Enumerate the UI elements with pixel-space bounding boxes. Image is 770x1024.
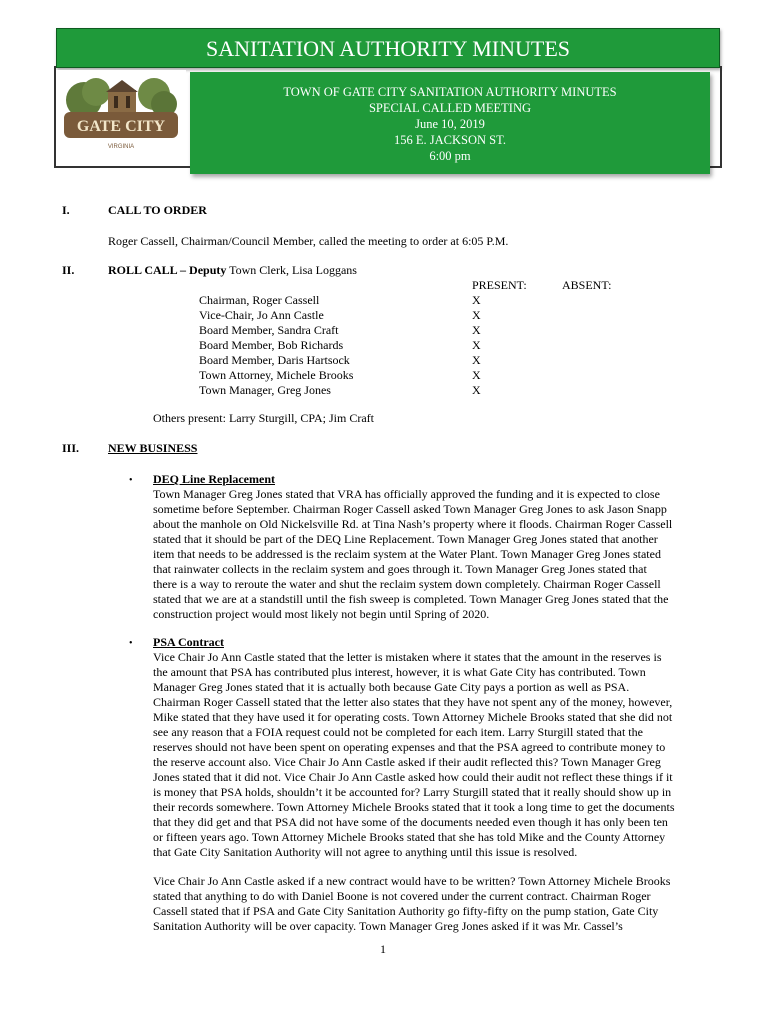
header-line: TOWN OF GATE CITY SANITATION AUTHORITY MINUTES [283, 85, 617, 99]
call-to-order-text: Roger Cassell, Chairman/Council Member, called the meeting to order at 6:05 P.M. [108, 234, 509, 248]
header-line: SPECIAL CALLED MEETING [368, 101, 532, 115]
roll-member: Board Member, Daris Hartsock [199, 353, 350, 367]
section-title: ROLL CALL – Deputy Town Clerk, Lisa Loggans [108, 263, 357, 277]
item-paragraph: Vice Chair Jo Ann Castle stated that the letter is mistaken where it states that the amount in the reserves is the amount that PSA has contributed plus interest, however, it is what Gate City has contributed. Town Manager Greg Jones stated that it is actually both because Gate City pays a portion as well as PSA. Chairman Roger Cassell stated that the letter also states that they have not spent any of the money, however, Mike stated that they have used it for operating costs. Town Attorney Michele Brooks stated that she did not see any reason that a FOIA request could not be completed for each item. Larry Sturgill stated that the reserves should not have been spent on operating expenses and that the PSA agreed to contribute money to the reserve account also. Vice Chair Jo Ann Castle asked if their audit reflected this? Town Manager Greg Jones stated that it did not. Vice Chair Jo Ann Castle asked how could their audit not reflect these things if it is money that PSA holds, shouldn’t it be accounted for? Larry Sturgill stated that it really should show up in their records somewhere. Town Attorney Michele Brooks stated that it took a long time to get the documents that they did get and that PSA did not have some of the documents needed even though it has only been ten or fifteen years ago. Town Attorney Michele Brooks stated that she has told Mike and the County Attorney that Gate City Sanitation Authority will not agree to anything until this issue is resolved. [153, 650, 675, 859]
present-mark: X [472, 383, 481, 397]
banner-title: SANITATION AUTHORITY MINUTES [56, 28, 720, 68]
roll-member: Vice-Chair, Jo Ann Castle [199, 308, 324, 322]
page-number: 1 [380, 942, 386, 956]
item-title: DEQ Line Replacement [153, 472, 275, 486]
logo-text: GATE CITY [76, 118, 166, 135]
header-line: 156 E. JACKSON ST. [394, 133, 506, 147]
section-title: CALL TO ORDER [108, 203, 207, 217]
header-line: June 10, 2019 [415, 117, 485, 131]
present-mark: X [472, 323, 481, 337]
others-present: Others present: Larry Sturgill, CPA; Jim Craft [153, 411, 374, 425]
roll-member: Town Attorney, Michele Brooks [199, 368, 354, 382]
present-mark: X [472, 308, 481, 322]
item-paragraph: Town Manager Greg Jones stated that VRA has officially approved the funding and it is expected to close sometime before September. Chairman Roger Cassell asked Town Manager Greg Jones to ask Jason Snapp about the manhole on Old Nickelsville Rd. at Tina Nash’s property where it floods. Chairman Roger Cassell stated that it should be part of the DEQ Line Replacement. Town Manager Greg Jones stated that another item that needs to be addressed is the reclaim system at the Water Plant. Town Manager Greg Jones stated that rainwater collects in the reclaim system and goes through it. Town Manager Greg Jones stated that there is a way to reroute the water and shut the reclaim system down completely. Chairman Roger Cassell stated that we are at a standstill until the fish sweep is completed. Town Manager Greg Jones stated that the construction project would most likely not begin until Spring of 2020. [153, 487, 673, 621]
roll-member: Town Manager, Greg Jones [199, 383, 331, 397]
bullet-icon: • [129, 475, 133, 486]
present-mark: X [472, 368, 481, 382]
meeting-header [190, 72, 710, 174]
absent-label: ABSENT: [562, 278, 612, 292]
section-number: II. [62, 263, 75, 277]
present-mark: X [472, 293, 481, 307]
gate-city-logo [56, 70, 186, 160]
section-title: NEW BUSINESS [108, 441, 198, 455]
section-number: III. [62, 441, 80, 455]
header-line: 6:00 pm [429, 149, 471, 163]
bullet-icon: • [129, 638, 133, 649]
item-title: PSA Contract [153, 635, 224, 649]
item-paragraph-continued: Vice Chair Jo Ann Castle asked if a new contract would have to be written? Town Attorney Michele Brooks stated that anything to do with Daniel Boone is not covered under the current contract. Chairman Roger Cassell stated that if PSA and Gate City Sanitation Authority go fifty-fifty on the pump station, Gate City Sanitation Authority will be over capacity. Town Manager Greg Jones asked if it was Mr. Cassel’s [153, 874, 671, 933]
section-number: I. [62, 203, 70, 217]
present-label: PRESENT: [472, 278, 527, 292]
logo-subtext: VIRGINIA [107, 144, 135, 150]
roll-member: Chairman, Roger Cassell [199, 293, 320, 307]
present-mark: X [472, 353, 481, 367]
roll-member: Board Member, Bob Richards [199, 338, 344, 352]
roll-member: Board Member, Sandra Craft [199, 323, 339, 337]
present-mark: X [472, 338, 481, 352]
